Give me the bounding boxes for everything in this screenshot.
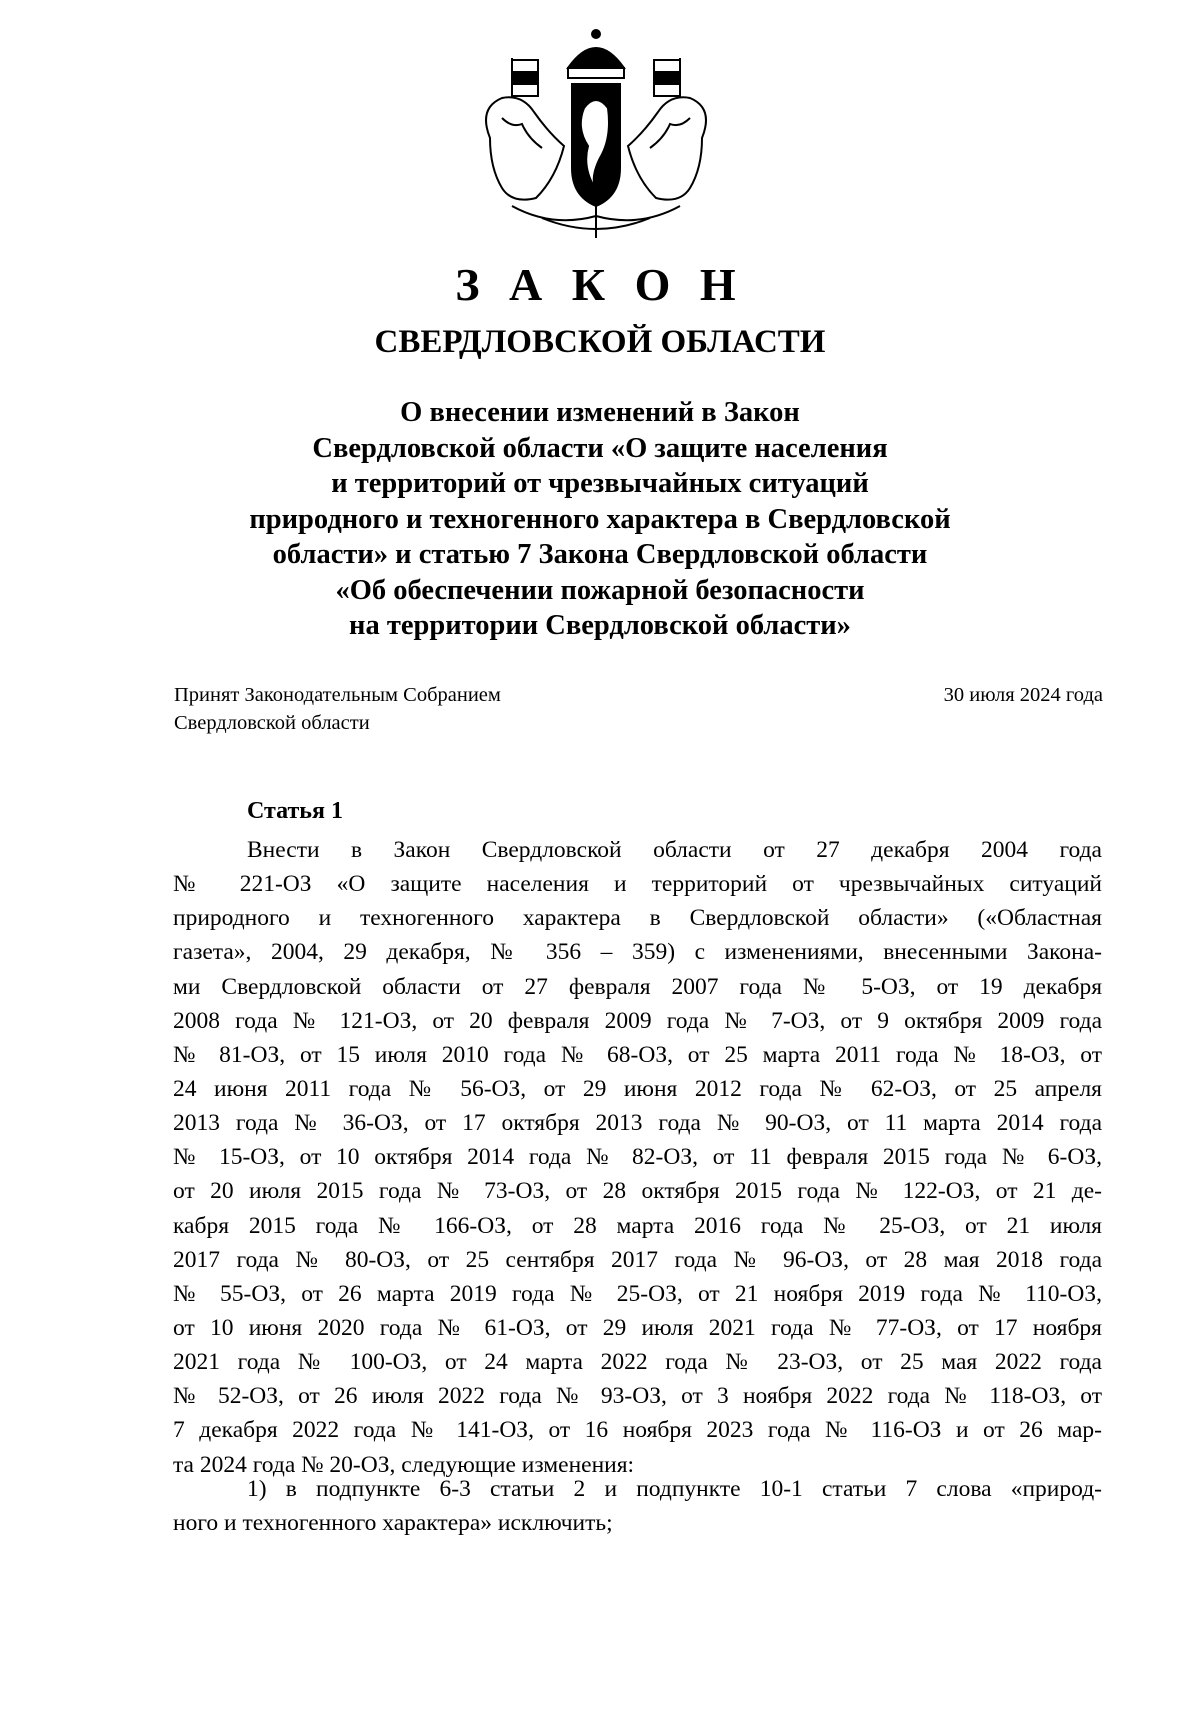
paragraph-line: природного и техногенного характера в Свердловской области» («Областная <box>173 905 1102 932</box>
paragraph-line: 2013 года № 36-ОЗ, от 17 октября 2013 года № 90-ОЗ, от 11 марта 2014 года <box>173 1110 1102 1137</box>
item-line: 1) в подпункте 6-3 статьи 2 и подпункте 10-1 статьи 7 слова «природ- <box>247 1476 1102 1502</box>
adoption-line: Принят Законодательным Собранием <box>174 684 501 706</box>
coat-of-arms-emblem <box>472 28 720 240</box>
adoption-line: Свердловской области <box>174 712 370 734</box>
article-heading: Статья 1 <box>247 798 343 824</box>
document-title: З А К О Н <box>455 259 745 310</box>
law-title-line: «Об обеспечении пожарной безопасности <box>335 574 865 606</box>
paragraph-line: 2017 года № 80-ОЗ, от 25 сентября 2017 года № 96-ОЗ, от 28 мая 2018 года <box>173 1246 1102 1273</box>
paragraph-line: ми Свердловской области от 27 февраля 2007 года № 5-ОЗ, от 19 декабря <box>173 973 1102 1000</box>
paragraph-line: от 20 июля 2015 года № 73-ОЗ, от 28 октября 2015 года № 122-ОЗ, от 21 де- <box>173 1178 1102 1205</box>
paragraph-line: 2021 года № 100-ОЗ, от 24 марта 2022 года № 23-ОЗ, от 25 мая 2022 года <box>173 1349 1102 1376</box>
paragraph-line: от 10 июня 2020 года № 61-ОЗ, от 29 июля 2021 года № 77-ОЗ, от 17 ноября <box>173 1314 1102 1341</box>
law-title <box>150 395 1050 644</box>
adoption-date: 30 июля 2024 года <box>943 684 1103 706</box>
paragraph-line: газета», 2004, 29 декабря, № 356 – 359) с изменениями, внесенными Закона- <box>173 939 1102 966</box>
paragraph-line: № 55-ОЗ, от 26 марта 2019 года № 25-ОЗ, от 21 ноября 2019 года № 110-ОЗ, <box>173 1280 1102 1307</box>
paragraph-line: 7 декабря 2022 года № 141-ОЗ, от 16 ноября 2023 года № 116-ОЗ и от 26 мар- <box>173 1417 1102 1444</box>
paragraph-line: кабря 2015 года № 166-ОЗ, от 28 марта 2016 года № 25-ОЗ, от 21 июля <box>173 1212 1102 1239</box>
paragraph-line: 2008 года № 121-ОЗ, от 20 февраля 2009 года № 7-ОЗ, от 9 октября 2009 года <box>173 1007 1102 1034</box>
law-title-line: Свердловской области «О защите населения <box>312 432 888 464</box>
paragraph-line: Внести в Закон Свердловской области от 27 декабря 2004 года <box>247 837 1102 863</box>
law-title-line: О внесении изменений в Закон <box>400 397 800 428</box>
law-title-line: на территории Свердловской области» <box>349 610 851 641</box>
article-item-1 <box>173 1472 1102 1540</box>
document-region: СВЕРДЛОВСКОЙ ОБЛАСТИ <box>374 324 826 360</box>
law-title-line: природного и техногенного характера в Свердловской <box>249 503 951 535</box>
paragraph-line: 24 июня 2011 года № 56-ОЗ, от 29 июня 2012 года № 62-ОЗ, от 25 апреля <box>173 1075 1102 1102</box>
item-line: ного и техногенного характера» исключить; <box>173 1510 613 1537</box>
paragraph-line: № 15-ОЗ, от 10 октября 2014 года № 82-ОЗ, от 11 февраля 2015 года № 6-ОЗ, <box>173 1144 1102 1171</box>
paragraph-line: № 81-ОЗ, от 15 июля 2010 года № 68-ОЗ, от 25 марта 2011 года № 18-ОЗ, от <box>173 1041 1102 1068</box>
law-title-line: и территорий от чрезвычайных ситуаций <box>331 468 869 499</box>
law-title-line: области» и статью 7 Закона Свердловской области <box>272 539 928 570</box>
paragraph-line: № 221-ОЗ «О защите населения и территорий от чрезвычайных ситуаций <box>173 871 1102 898</box>
paragraph-line: № 52-ОЗ, от 26 июля 2022 года № 93-ОЗ, от 3 ноября 2022 года № 118-ОЗ, от <box>173 1383 1102 1410</box>
adoption-note <box>174 681 501 737</box>
paragraph-line: та 2024 года № 20-ОЗ, следующие изменения: <box>173 1451 635 1478</box>
article-paragraph <box>173 833 1102 1482</box>
